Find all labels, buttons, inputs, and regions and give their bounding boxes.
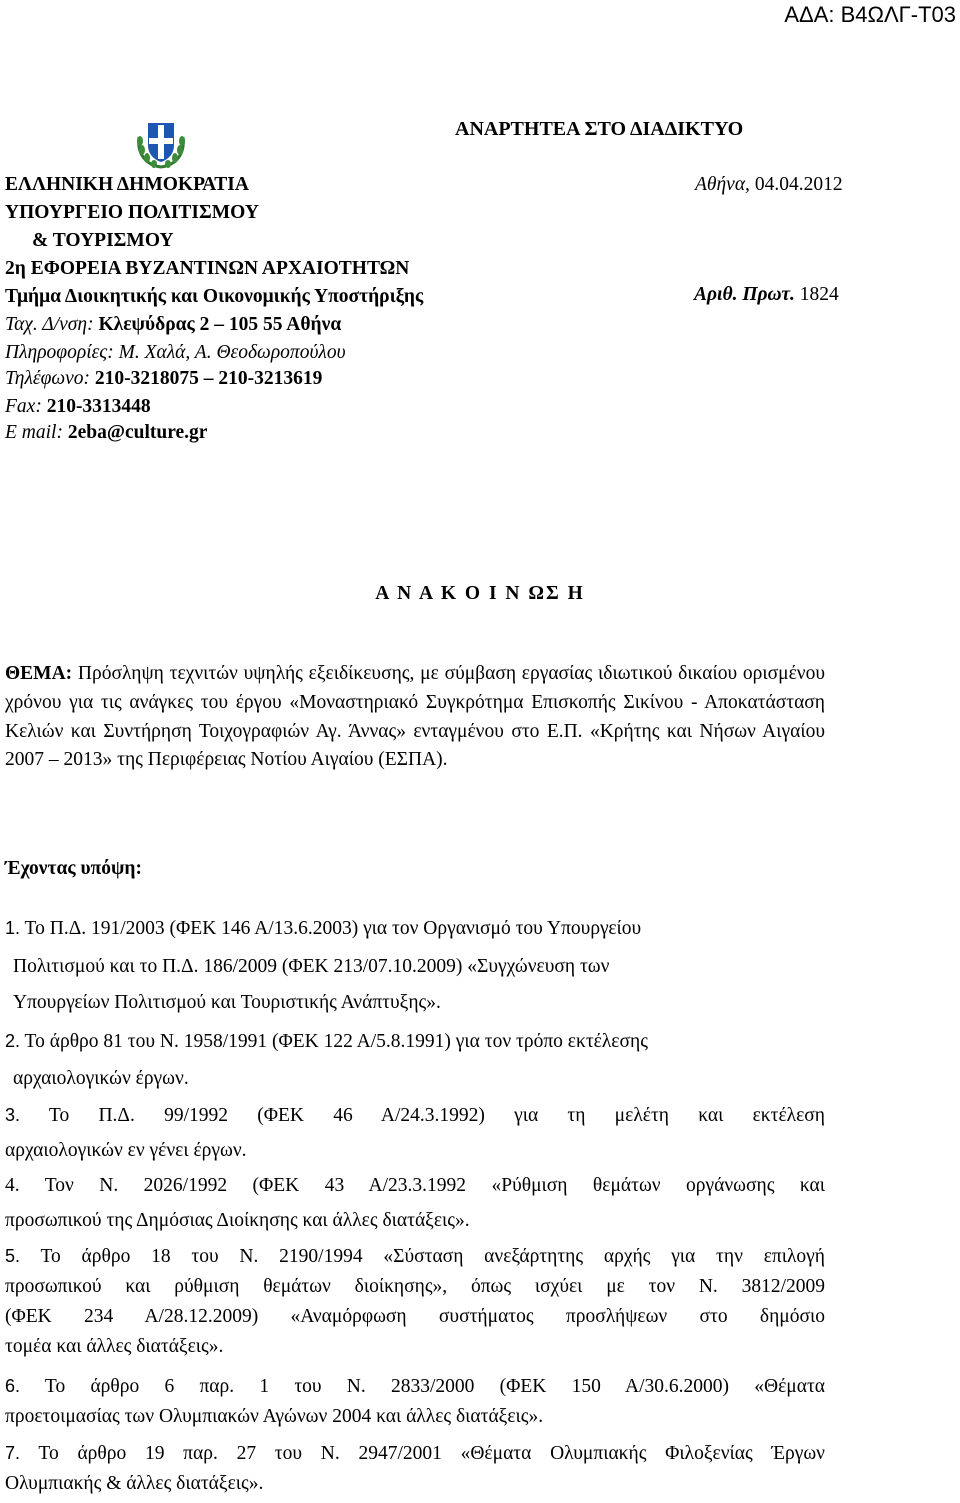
- address-value: Κλεψύδρας 2 – 105 55 Αθήνα: [98, 314, 342, 335]
- header-ephorate: 2η ΕΦΟΡΕΙΑ ΒΥΖΑΝΤΙΝΩΝ ΑΡΧΑΙΟΤΗΤΩΝ: [5, 258, 410, 279]
- document-date: [695, 174, 843, 196]
- email-value: 2eba@culture.gr: [67, 422, 208, 443]
- list-item: [5, 918, 641, 940]
- item-text: Το άρθρο 19 παρ. 27 του Ν. 2947/2001 «Θέματα Ολυμπιακής Φιλοξενίας Έργων: [38, 1443, 825, 1464]
- item-text: Τον Ν. 2026/1992 (ΦΕΚ 43 Α/23.3.1992 «Ρύθμιση θεμάτων οργάνωσης και: [44, 1175, 825, 1196]
- list-item: [5, 1443, 825, 1465]
- header-email: [5, 422, 207, 444]
- fax-value: 210-3313448: [46, 396, 151, 417]
- item-text: Το άρθρο 81 του Ν. 1958/1991 (ΦΕΚ 122 Α/5.8.1991) για τον τρόπο εκτέλεσης: [24, 1031, 648, 1052]
- list-item: [5, 1246, 825, 1268]
- item-number: 5.: [5, 1246, 21, 1266]
- publish-notice: ΑΝΑΡΤΗΤΕΑ ΣΤΟ ΔΙΑΔΙΚΤΥΟ: [455, 118, 744, 140]
- item-number: 1.: [5, 918, 21, 938]
- item-continuation: (ΦΕΚ 234 Α/28.12.2009) «Αναμόρφωση συστήματος προσλήψεων στο δημόσιο: [5, 1306, 825, 1327]
- date-label: Αθήνα,: [695, 174, 750, 195]
- phone-value: 210-3218075 – 210-3213619: [94, 368, 323, 389]
- item-text: Το Π.Δ. 191/2003 (ΦΕΚ 146 Α/13.6.2003) για τον Οργανισμό του Υπουργείου: [24, 918, 642, 939]
- list-item: [5, 1031, 648, 1053]
- item-number: 6.: [5, 1376, 21, 1396]
- greek-coat-of-arms-icon: [131, 115, 191, 173]
- header-department: Τμήμα Διοικητικής και Οικονομικής Υποστήριξης: [5, 286, 424, 307]
- list-item: [5, 1105, 825, 1127]
- item-continuation: Πολιτισμού και το Π.Δ. 186/2009 (ΦΕΚ 213/07.10.2009) «Συγχώνευση των: [13, 956, 610, 977]
- item-text: Το άρθρο 6 παρ. 1 του Ν. 2833/2000 (ΦΕΚ 150 Α/30.6.2000) «Θέματα: [44, 1376, 825, 1397]
- item-continuation: προσωπικού και ρύθμιση θεμάτων διοίκησης», όπως ισχύει με τον Ν. 3812/2009: [5, 1276, 825, 1297]
- protocol-value: 1824: [799, 284, 839, 305]
- item-number: 7.: [5, 1443, 21, 1463]
- header-fax: [5, 396, 151, 418]
- list-item: [5, 1175, 825, 1197]
- ada-code: ΑΔΑ: Β4ΩΛΓ-Τ03: [784, 2, 956, 27]
- item-number: 2.: [5, 1031, 21, 1051]
- item-continuation: Υπουργείων Πολιτισμού και Τουριστικής Ανάπτυξης».: [13, 992, 441, 1013]
- address-label: Ταχ. Δ/νση:: [5, 314, 94, 335]
- header-ministry: ΥΠΟΥΡΓΕΙΟ ΠΟΛΙΤΙΣΜΟΥ: [5, 202, 259, 223]
- header-phone: [5, 368, 322, 390]
- item-continuation: προσωπικού της Δημόσιας Διοίκησης και άλλες διατάξεις».: [5, 1210, 470, 1231]
- email-label: E mail:: [5, 422, 63, 443]
- item-continuation: προετοιμασίας των Ολυμπιακών Αγώνων 2004 και άλλες διατάξεις».: [5, 1406, 544, 1427]
- date-value: 04.04.2012: [754, 174, 843, 195]
- header-address: [5, 314, 341, 336]
- subject-paragraph: [5, 660, 825, 775]
- item-number: 4.: [5, 1175, 20, 1196]
- fax-label: Fax:: [5, 396, 42, 417]
- considering-heading: Έχοντας υπόψη:: [5, 858, 142, 879]
- item-continuation: αρχαιολογικών έργων.: [13, 1068, 189, 1089]
- subject-text: Πρόσληψη τεχνιτών υψηλής εξειδίκευσης, με σύμβαση εργασίας ιδιωτικού δικαίου ορισμένου χρόνου για τις ανάγκες του έργου «Μοναστηριακό Συγκρότημα Επισκοπής Σικίνου - Αποκατάσταση Κελιών και Συντήρηση Τοιχογραφιών Αγ. Άννας» ενταγμένου στο Ε.Π. «Κρήτης και Νήσων Αιγαίου 2007 – 2013» της Περιφέρειας Νοτίου Αιγαίου (ΕΣΠΑ).: [5, 663, 826, 771]
- item-text: Το άρθρο 18 του Ν. 2190/1994 «Σύσταση ανεξάρτητης αρχής για την επιλογή: [40, 1246, 825, 1267]
- protocol-label: Αριθ. Πρωτ.: [694, 284, 795, 305]
- item-continuation: τομέα και άλλες διατάξεις».: [5, 1336, 224, 1357]
- protocol-number: [694, 284, 839, 306]
- item-continuation: αρχαιολογικών εν γένει έργων.: [5, 1140, 247, 1161]
- item-text: Το Π.Δ. 99/1992 (ΦΕΚ 46 Α/24.3.1992) για τη μελέτη και εκτέλεση: [48, 1105, 825, 1126]
- item-number: 3.: [5, 1105, 21, 1125]
- phone-label: Τηλέφωνο:: [5, 368, 91, 389]
- header-republic: ΕΛΛΗΝΙΚΗ ΔΗΜΟΚΡΑΤΙΑ: [5, 174, 249, 195]
- header-info: Πληροφορίες: Μ. Χαλά, Α. Θεοδωροπούλου: [5, 342, 346, 363]
- header-ministry-cont: & ΤΟΥΡΙΣΜΟΥ: [32, 230, 174, 251]
- announcement-title: Α Ν Α Κ Ο Ι Ν ΩΣ Η: [375, 583, 585, 604]
- list-item: [5, 1376, 825, 1398]
- subject-label: ΘΕΜΑ:: [5, 663, 73, 684]
- item-continuation: Ολυμπιακής & άλλες διατάξεις».: [5, 1473, 264, 1494]
